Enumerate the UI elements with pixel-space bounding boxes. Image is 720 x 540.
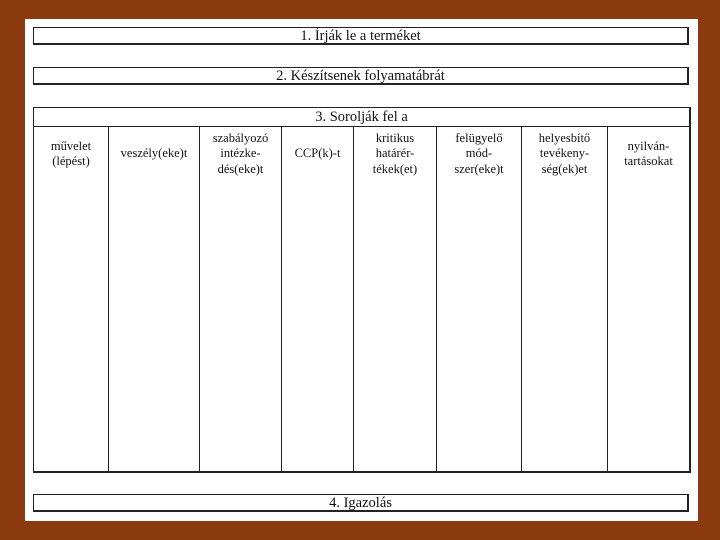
- step-2-flowchart: 2. Készítsenek folyamatábrát: [33, 67, 689, 85]
- column-header: szabályozó intézke- dés(eke)t: [212, 130, 269, 176]
- column-ccp: [282, 127, 354, 471]
- column-operation: [34, 127, 109, 471]
- column-cell: [34, 181, 108, 471]
- step-3-title: 3. Sorolják fel a: [34, 108, 689, 127]
- column-hazard: [109, 127, 200, 471]
- column-cell: [437, 181, 521, 471]
- column-cell: [200, 181, 281, 471]
- column-cell: [109, 181, 199, 471]
- column-header: helyesbítő tevékeny- ség(ek)et: [538, 130, 591, 176]
- column-corrective-action: [522, 127, 608, 471]
- column-records: [608, 127, 689, 471]
- step-1-describe-product: 1. Írják le a terméket: [33, 27, 689, 45]
- worksheet-page: [25, 19, 698, 521]
- column-control-measure: [200, 127, 282, 471]
- column-header: felügyelő mód- szer(eke)t: [454, 130, 504, 176]
- column-header: nyilván- tartásokat: [624, 138, 673, 168]
- column-cell: [522, 181, 607, 471]
- column-monitoring-method: [437, 127, 522, 471]
- column-header: veszély(eke)t: [120, 146, 188, 161]
- column-cell: [354, 181, 436, 471]
- column-cell: [282, 181, 353, 471]
- column-header: CCP(k)-t: [294, 146, 341, 161]
- column-cell: [608, 181, 689, 471]
- step-3-table: [33, 107, 691, 473]
- column-critical-limits: [354, 127, 437, 471]
- step-4-verification: 4. Igazolás: [33, 494, 689, 512]
- table-columns: [34, 127, 689, 471]
- column-header: művelet (lépést): [50, 138, 92, 168]
- column-header: kritikus határér- tékek(et): [372, 130, 418, 176]
